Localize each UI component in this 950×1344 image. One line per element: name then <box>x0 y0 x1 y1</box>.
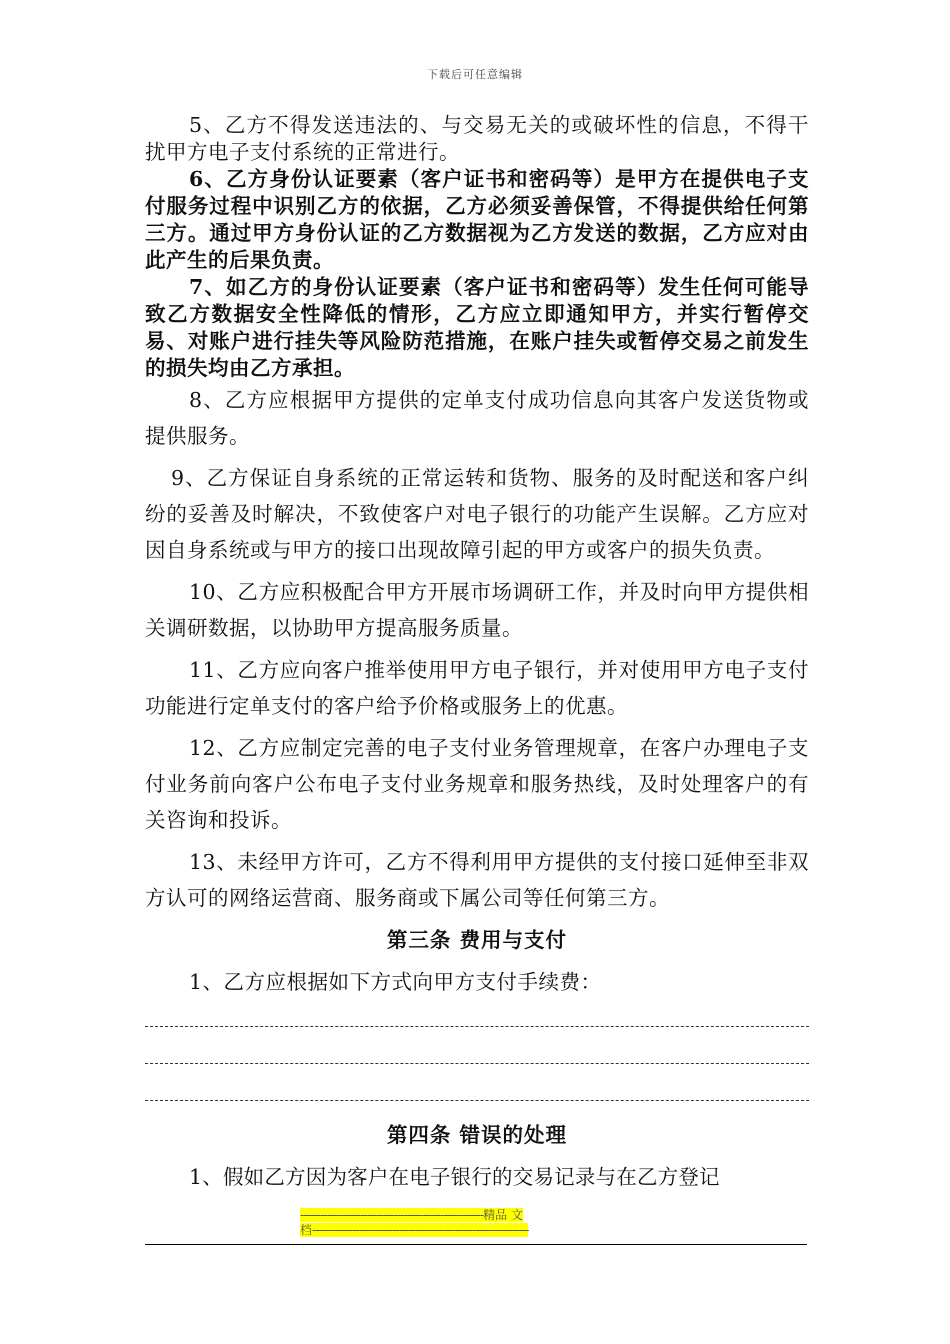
article-3-paragraph-1: 1、乙方应根据如下方式向甲方支付手续费： <box>189 970 602 994</box>
page-header: 下载后可任意编辑 <box>427 68 523 81</box>
paragraph-7: 7、如乙方的身份认证要素（客户证书和密码等）发生任何可能导致乙方数据安全性降低的情形，乙方应立即通知甲方，并实行暂停交易、对账户进行挂失等风险防范措施，在账户挂失或暂停交易之前发生的损失均由乙方承担。 <box>145 275 809 380</box>
article-4-title: 第四条 错误的处理 <box>386 1123 568 1147</box>
article-4-paragraph-1: 1、假如乙方因为客户在电子银行的交易记录与在乙方登记 <box>189 1165 720 1189</box>
page-footer <box>300 1208 650 1238</box>
paragraph-13: 13、未经甲方许可，乙方不得利用甲方提供的支付接口延伸至非双方认可的网络运营商、服务商或下属公司等任何第三方。 <box>145 850 809 910</box>
paragraph-8: 8、乙方应根据甲方提供的定单支付成功信息向其客户发送货物或提供服务。 <box>145 388 809 448</box>
paragraph-11: 11、乙方应向客户推举使用甲方电子银行，并对使用甲方电子支付功能进行定单支付的客户给予价格或服务上的优惠。 <box>145 658 809 718</box>
footer-dashes-2: ----------------------------------------------------------------- <box>312 1223 529 1237</box>
paragraph-12: 12、乙方应制定完善的电子支付业务管理规章，在客户办理电子支付业务前向客户公布电子支付业务规章和服务热线，及时处理客户的有关咨询和投诉。 <box>145 736 809 832</box>
footer-text-2: 档 <box>300 1223 313 1237</box>
footer-dashes-1: ------------------------------------------------------- <box>300 1208 484 1222</box>
paragraph-9: 9、乙方保证自身系统的正常运转和货物、服务的及时配送和客户纠纷的妥善及时解决，不致使客户对电子银行的功能产生误解。乙方应对因自身系统或与甲方的接口出现故障引起的甲方或客户的损失负责。 <box>145 466 809 562</box>
paragraph-6: 6、乙方身份认证要素（客户证书和密码等）是甲方在提供电子支付服务过程中识别乙方的依据，乙方必须妥善保管，不得提供给任何第三方。通过甲方身份认证的乙方数据视为乙方发送的数据，乙方应对由此产生的后果负责。 <box>145 167 809 272</box>
footer-text-1: 精品 文 <box>483 1208 523 1222</box>
document-body <box>145 112 809 1195</box>
paragraph-5: 5、乙方不得发送违法的、与交易无关的或破坏性的信息，不得干扰甲方电子支付系统的正常进行。 <box>145 113 809 164</box>
fill-in-line-2 <box>145 1037 809 1074</box>
article-3-title: 第三条 费用与支付 <box>386 928 568 952</box>
footer-rule <box>145 1244 807 1245</box>
paragraph-10: 10、乙方应积极配合甲方开展市场调研工作，并及时向甲方提供相关调研数据，以协助甲方提高服务质量。 <box>145 580 809 640</box>
fill-in-line-1 <box>145 1000 809 1037</box>
fill-in-line-3 <box>145 1074 809 1111</box>
